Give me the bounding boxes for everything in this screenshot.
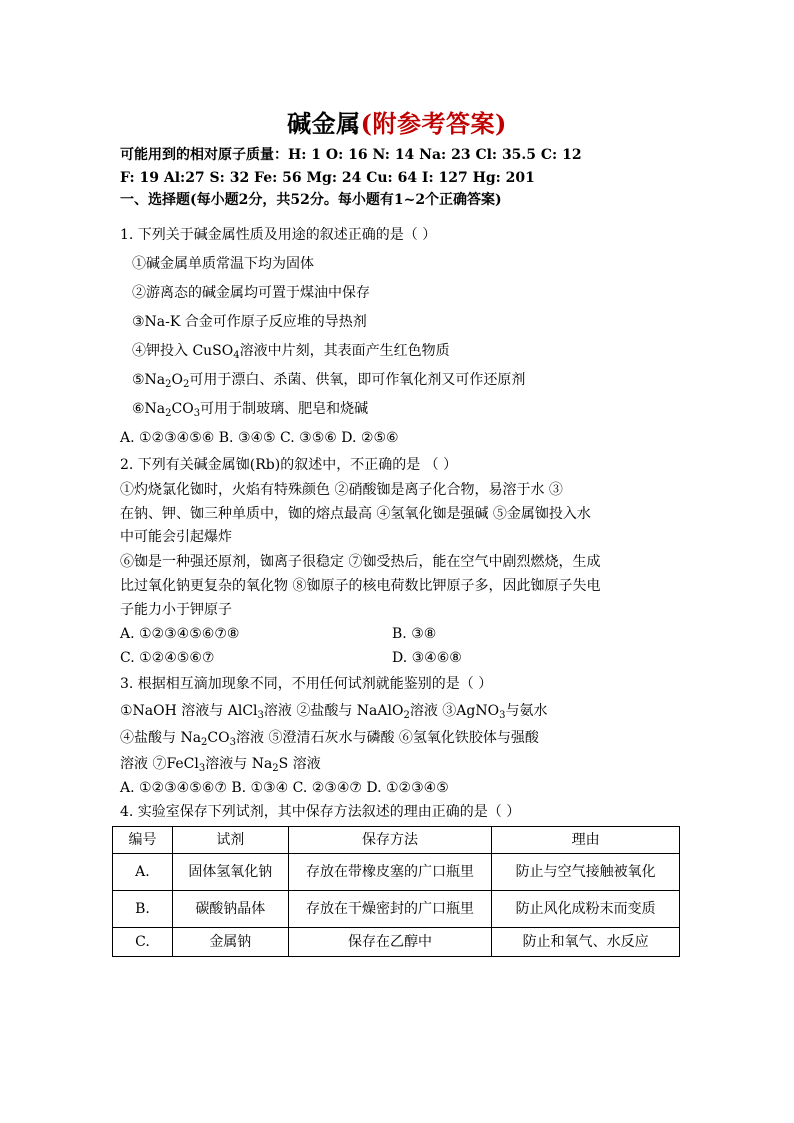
table-cell: A. (113, 854, 173, 891)
atomic-mass-line-2: F: 19 Al:27 S: 32 Fe: 56 Mg: 24 Cu: 64 I: 127 Hg: 201 (120, 170, 535, 186)
atomic-mass-line-1: 可能用到的相对原子质量：H: 1 O: 16 N: 14 Na: 23 Cl: 35.5 C: 12 (120, 147, 582, 163)
table-row (113, 854, 680, 891)
table-cell: 防止和氧气、水反应 (492, 928, 680, 957)
title-main: 碱金属 (287, 109, 361, 138)
table-cell: C. (113, 928, 173, 957)
q2-text-line-4: ⑥铷是一种强还原剂，铷离子很稳定 ⑦铷受热后，能在空气中剧烈燃烧，生成 (120, 554, 601, 570)
table-header-cell: 保存方法 (288, 827, 492, 854)
q1-statement-6: $⑥Na_2CO_3$可用于制玻璃、肥皂和烧碱 (132, 401, 369, 419)
title-answer-note: (附参考答案) (360, 109, 507, 138)
table-header-cell: 理由 (492, 827, 680, 854)
q1-statement-2: ②游离态的碱金属均可置于煤油中保存 (132, 285, 370, 301)
q2-text-line-5: 比过氧化钠更复杂的氧化物 ⑧铷原子的核电荷数比钾原子多，因此铷原子失电 (120, 578, 601, 594)
table-header-cell: 试剂 (172, 827, 288, 854)
q2-stem: 2. 下列有关碱金属铷(Rb)的叙述中，不正确的是 （ ） (120, 457, 458, 473)
q3-text-line-1: ①NaOH 溶液与 AlCl$_3$溶液 ②盐酸与 NaAlO$_2$溶液 ③AgNO$_3$与氨水 (120, 703, 548, 721)
table-cell: 金属钠 (172, 928, 288, 957)
section-heading: 一、选择题(每小题2分，共52分。每小题有1~2个正确答案) (120, 192, 502, 208)
q3-text-line-2: ④盐酸与 $Na_2CO_3$溶液 ⑤澄清石灰水与磷酸 ⑥氢氧化铁胶体与强酸 (120, 730, 539, 748)
storage-table (112, 826, 680, 957)
table-row (113, 891, 680, 928)
q4-stem: 4. 实验室保存下列试剂，其中保存方法叙述的理由正确的是（ ） (120, 804, 521, 820)
table-cell: 防止与空气接触被氧化 (492, 854, 680, 891)
q2-option-b: B. ③⑧ (392, 626, 437, 642)
table-header-row (113, 827, 680, 854)
table-cell: 存放在带橡皮塞的广口瓶里 (288, 854, 492, 891)
q1-statement-1: ①碱金属单质常温下均为固体 (132, 256, 314, 272)
q2-option-a: A. ①②③④⑤⑥⑦⑧ (120, 626, 240, 642)
table-header-cell: 编号 (113, 827, 173, 854)
table-cell: 防止风化成粉末而变质 (492, 891, 680, 928)
q3-stem: 3. 根据相互滴加现象不同，不用任何试剂就能鉴别的是（ ） (120, 676, 493, 692)
q2-text-line-3: 中可能会引起爆炸 (120, 529, 232, 545)
q1-stem: 1. 下列关于碱金属性质及用途的叙述正确的是（ ） (120, 227, 437, 243)
q3-text-line-3: 溶液 ⑦FeCl$_3$溶液与 $Na_2S$ 溶液 (120, 756, 321, 774)
q2-text-line-1: ①灼烧氯化铷时，火焰有特殊颜色 ②硝酸铷是离子化合物，易溶于水 ③ (120, 482, 563, 498)
table-cell: 保存在乙醇中 (288, 928, 492, 957)
q1-statement-5: $⑤Na_2O_2$可用于漂白、杀菌、供氧，即可作氧化剂又可作还原剂 (132, 372, 526, 390)
q1-statement-3: ③Na-K 合金可作原子反应堆的导热剂 (132, 314, 367, 330)
q3-options: A. ①②③④⑤⑥⑦ B. ①③④ C. ②③④⑦ D. ①②③④⑤ (120, 780, 449, 796)
q2-text-line-2: 在钠、钾、铷三种单质中，铷的熔点最高 ④氢氧化铷是强碱 ⑤金属铷投入水 (120, 506, 591, 522)
table-cell: B. (113, 891, 173, 928)
table-row (113, 928, 680, 957)
q2-option-c: C. ①②④⑤⑥⑦ (120, 650, 215, 666)
table-cell: 固体氢氧化钠 (172, 854, 288, 891)
q2-option-d: D. ③④⑥⑧ (392, 650, 462, 666)
table-cell: 存放在干燥密封的广口瓶里 (288, 891, 492, 928)
q1-statement-4: ④钾投入 CuSO$_4$溶液中片刻，其表面产生红色物质 (132, 343, 450, 361)
page-title (0, 104, 794, 139)
q1-options: A. ①②③④⑤⑥ B. ③④⑤ C. ③⑤⑥ D. ②⑤⑥ (120, 430, 399, 446)
q2-text-line-6: 子能力小于钾原子 (120, 602, 232, 618)
table-cell: 碳酸钠晶体 (172, 891, 288, 928)
